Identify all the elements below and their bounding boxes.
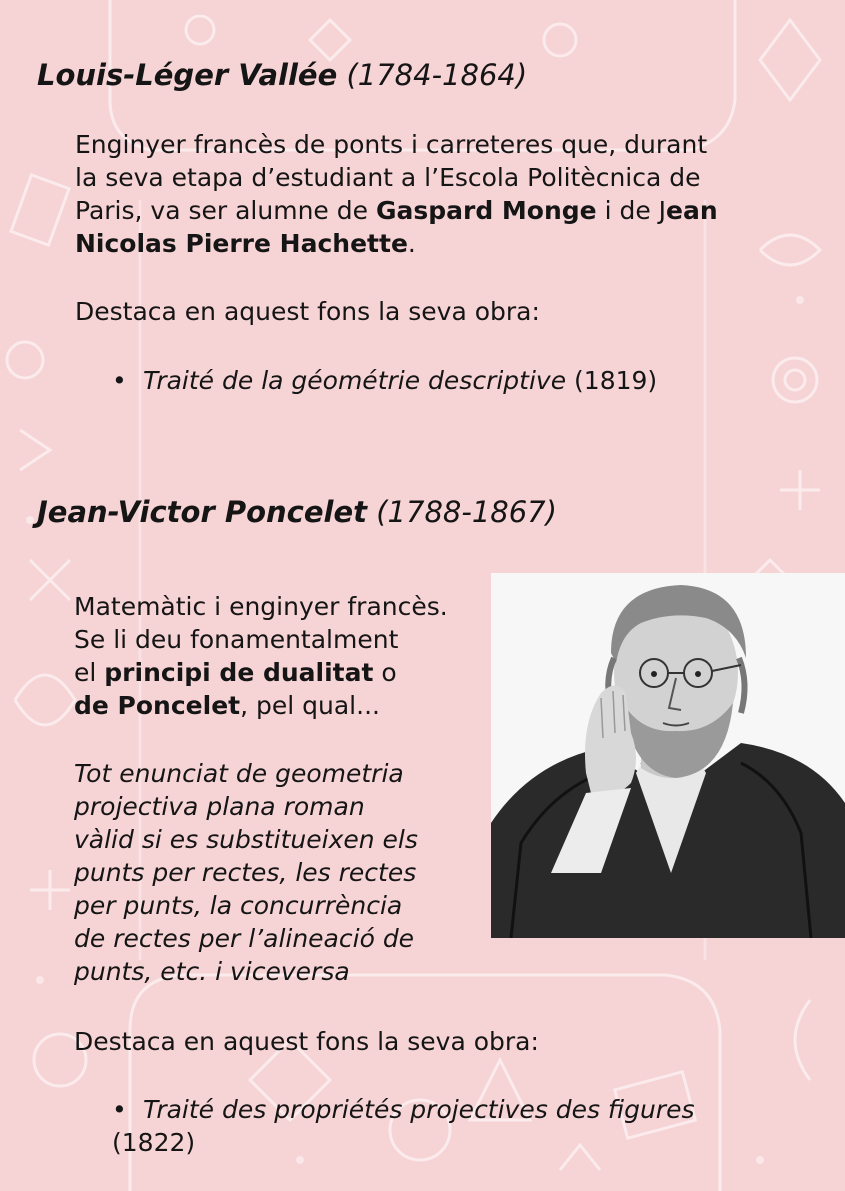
poncelet-heading [37, 494, 557, 530]
poncelet-bio-text: el [74, 658, 105, 687]
vallee-name: Louis-Léger Vallée [37, 58, 338, 92]
vallee-work-year: (1819) [566, 366, 658, 395]
poncelet-bio-line-4 [74, 689, 494, 722]
quote-line: de rectes per l’alineació de [74, 924, 415, 953]
hachette-name: Nicolas Pierre Hachette [75, 229, 408, 258]
vallee-bio-line-4 [75, 227, 815, 260]
poncelet-work-year: (1822) [112, 1128, 196, 1157]
poncelet-portrait [491, 573, 845, 938]
quote-line: per punts, la concurrència [74, 891, 403, 920]
bullet: • [112, 1095, 127, 1124]
quote-line: vàlid si es substitueixen els [74, 825, 418, 854]
poncelet-principle-name: de Poncelet [74, 691, 241, 720]
quote-line: punts, etc. i viceversa [74, 957, 350, 986]
portrait-engraving [491, 573, 845, 938]
quote-line: projectiva plana roman [74, 792, 365, 821]
vallee-work-item [112, 364, 657, 397]
poncelet-bio-text: , pel qual... [240, 691, 380, 720]
vallee-dates: (1784-1864) [346, 58, 528, 92]
poncelet-bio-line-2: Se li deu fonamentalment [74, 625, 399, 654]
poncelet-bio-line-1: Matemàtic i enginyer francès. [74, 592, 448, 621]
quote-line: Tot enunciat de geometria [74, 759, 404, 788]
vallee-bio-text: Paris, va ser alumne de [75, 196, 376, 225]
monge-name: Gaspard Monge [375, 196, 597, 225]
poncelet-works-intro: Destaca en aquest fons la seva obra: [74, 1027, 539, 1056]
duality-principle: principi de dualitat [104, 658, 374, 687]
poncelet-work-item [112, 1093, 812, 1159]
vallee-works-intro: Destaca en aquest fons la seva obra: [75, 297, 540, 326]
vallee-bio-line-1: Enginyer francès de ponts i carreteres que, durant [75, 130, 708, 159]
quote-line: punts per rectes, les rectes [74, 858, 417, 887]
hachette-name-start: ean [666, 196, 718, 225]
duality-quote [74, 757, 494, 988]
poncelet-work-title: Traité des propriétés projectives des figures [143, 1095, 695, 1124]
poncelet-work-line-1 [112, 1093, 812, 1126]
vallee-bio-line-2: la seva etapa d’estudiant a l’Escola Politècnica de [75, 163, 701, 192]
vallee-bio [75, 128, 815, 260]
poncelet-bio-line-3 [74, 656, 494, 689]
poncelet-bio [74, 590, 494, 722]
poncelet-name: Jean-Victor Poncelet [37, 495, 368, 529]
poncelet-dates: (1788-1867) [376, 495, 557, 529]
vallee-bio-line-3 [75, 194, 815, 227]
vallee-heading [37, 57, 527, 93]
vallee-bio-text: i de J [596, 196, 667, 225]
vallee-work-title: Traité de la géométrie descriptive [143, 366, 567, 395]
bullet: • [112, 366, 127, 395]
vallee-bio-text: . [407, 229, 416, 258]
poncelet-bio-text: o [373, 658, 397, 687]
